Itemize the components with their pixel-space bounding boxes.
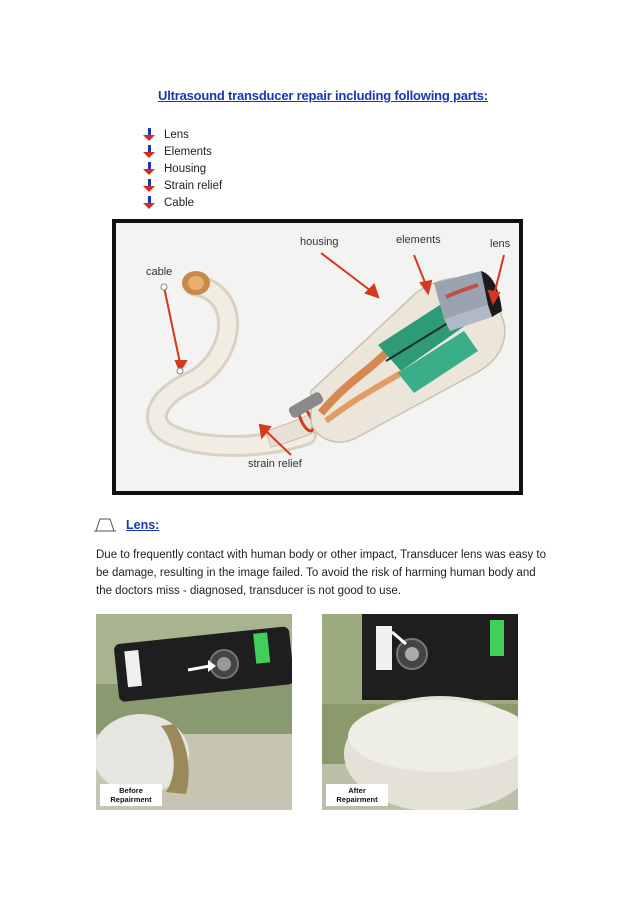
page-title: Ultrasound transducer repair including following parts:: [158, 88, 488, 103]
list-item: [142, 126, 222, 143]
before-repair-photo: [96, 614, 292, 810]
list-item: [142, 177, 222, 194]
list-item: [142, 160, 222, 177]
strain-relief-label: strain relief: [248, 458, 302, 470]
part-label: Cable: [164, 196, 195, 209]
arrow-bullet-icon: [142, 128, 164, 142]
after-repair-photo: [322, 614, 518, 810]
cable-label: cable: [146, 266, 173, 278]
part-label: Housing: [164, 162, 207, 175]
before-caption: Before Repairment: [100, 784, 162, 806]
arrow-bullet-icon: [142, 162, 164, 176]
arrow-bullet-icon: [142, 145, 164, 159]
lens-section-heading: [94, 518, 159, 532]
lens-diagram-label: lens: [490, 238, 511, 250]
part-label: Elements: [164, 145, 212, 158]
after-caption: After Repairment: [326, 784, 388, 806]
parts-list: [142, 126, 222, 211]
part-label: Lens: [164, 128, 189, 141]
lens-description: Due to frequently contact with human body or other impact, Transducer lens was easy to be damage, resulting in the image failed. To avoid the risk of harming human body and the doctors miss - diagnosed, transducer is not good to use.: [96, 549, 547, 597]
arrow-bullet-icon: [142, 196, 164, 210]
elements-label: elements: [396, 234, 441, 246]
lens-heading-label: Lens:: [126, 518, 160, 532]
transducer-illustration: [116, 223, 519, 491]
list-item: [142, 194, 222, 211]
transducer-diagram: [112, 219, 523, 495]
part-label: Strain relief: [164, 179, 223, 192]
list-item: [142, 143, 222, 160]
housing-label: housing: [300, 236, 339, 248]
transducer-icon: [94, 518, 116, 532]
arrow-bullet-icon: [142, 179, 164, 193]
